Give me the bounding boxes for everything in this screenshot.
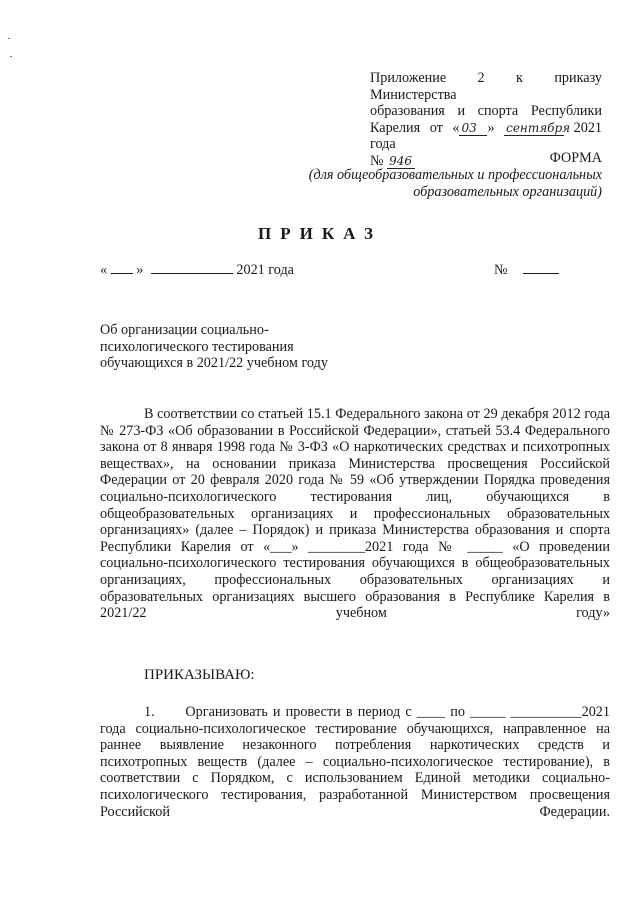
form-label: ФОРМА: [549, 150, 602, 166]
day-blank: [111, 262, 133, 274]
handwritten-month: сентября: [506, 120, 571, 135]
document-title: ПРИКАЗ: [258, 224, 382, 243]
item-number: 1.: [144, 704, 155, 720]
appendix-line-1: Приложение 2 к приказу Министерства: [370, 70, 602, 103]
preamble-paragraph: В соответствии со статьей 15.1 Федерального закона от 29 декабря 2012 года № 273-ФЗ «Об образовании в Российской Федерации», статьей 53.4 Федерального закона от 8 января 1998 года № 3-ФЗ «О наркотических средствах и психотропных веществах», на основании приказа Министерства просвещения Российской Федерации от 20 февраля 2020 года № 59 «Об утверждении Порядка проведения социально-психологического тестирования лиц, обучающихся в общеобразовательных организациях и профессиональных образовательных организациях» (далее – Порядок) и приказа Министерства образования и спорта Республики Карелия от «___» ________2021 года № _____ «О проведении социально-психологического тестирования обучающихся в общеобразовательных организациях, профессиональных образовательных организациях и образовательных организациях высшего образования в Республике Карелия в 2021/22 учебном году»: [100, 406, 610, 622]
appendix-line-2: образования и спорта Республики: [370, 103, 602, 120]
order-date-line: « » 2021 года: [100, 262, 294, 278]
scan-mark: [8, 38, 10, 39]
appendix-line-4: № 946: [370, 153, 602, 170]
directive-heading: ПРИКАЗЫВАЮ:: [144, 667, 255, 683]
number-blank: [523, 262, 559, 274]
scan-mark: [10, 56, 12, 57]
form-note: (для общеобразовательных и профессиональных образовательных организаций): [308, 167, 602, 200]
handwritten-date: 03: [459, 122, 487, 136]
item-text: Организовать и провести в период с ____ по _____ __________2021 года социально-психологическое тестирование обучающихся, направленное на раннее выявление незаконного потребления наркотических средств и психотропных веществ (далее – социально-психологическое тестирование), в соответствии с Порядком, с использованием Единой методики социально-психологического тестирования, разработанной Министерством просвещения Российской Федерации.: [100, 704, 610, 820]
handwritten-number: 946: [387, 155, 415, 169]
month-blank: [151, 262, 233, 274]
order-item-1: [100, 704, 610, 820]
order-subject: Об организации социально-психологического тестирования обучающихся в 2021/22 учебном году: [100, 322, 328, 372]
appendix-line-3: Карелия от « 03 » сентября 2021 года: [370, 119, 603, 153]
order-number-line: №: [494, 262, 559, 279]
